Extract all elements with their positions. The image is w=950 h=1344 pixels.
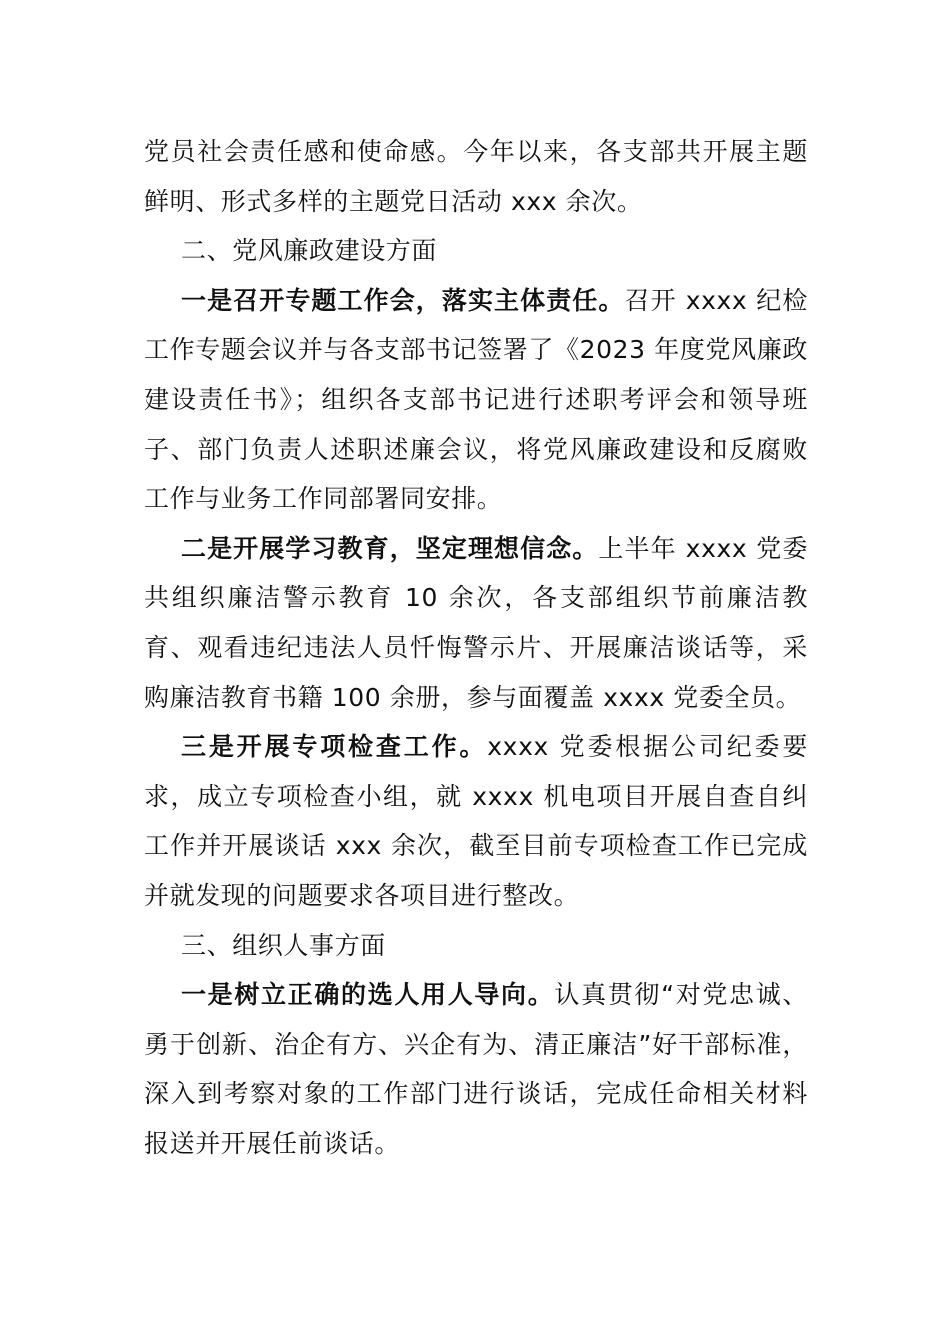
section-heading-text: 二、党风廉政建设方面 xyxy=(181,236,438,266)
paragraph-text: 召开 xxxx 纪检工作专题会议并与各支部书记签署了《2023 年度党风廉政建设责任书》；组织各支部书记进行述职考评会和领导班子、部门负责人述职述廉会议，将党风廉政建设和反腐败工作与业务工作同部署同安排。 xyxy=(144,285,808,514)
paragraph-special-inspection xyxy=(144,722,808,920)
paragraph-text: 上半年 xxxx 党委共组织廉洁警示教育 10 余次，各支部组织节前廉洁教育、观看违纪违法人员忏悔警示片、开展廉洁谈话等，采购廉洁教育书籍 100 余册，参与面覆盖 xxxx 党委全员。 xyxy=(144,533,808,712)
paragraph-text: xxxx 党委根据公司纪委要求，成立专项检查小组，就 xxxx 机电项目开展自查自纠工作并开展谈话 xxx 余次，截至目前专项检查工作已完成并就发现的问题要求各项目进行整改。 xyxy=(144,732,808,910)
paragraph-lead: 一是召开专题工作会，落实主体责任。 xyxy=(181,285,625,315)
section-heading-text: 三、组织人事方面 xyxy=(181,930,386,960)
paragraph-selection-orientation xyxy=(144,970,808,1168)
paragraph-text: 认真贯彻“对党忠诚、勇于创新、治企有方、兴企有为、清正廉洁”好干部标准，深入到考察对象的工作部门进行谈话，完成任命相关材料报送并开展任前谈话。 xyxy=(144,980,809,1158)
paragraph-lead: 三是开展专项检查工作。 xyxy=(181,732,488,762)
paragraph-special-meeting xyxy=(144,276,808,524)
section-heading-personnel xyxy=(144,921,808,971)
paragraph-lead: 一是树立正确的选人用人导向。 xyxy=(181,980,555,1010)
section-heading-party-conduct xyxy=(144,226,808,276)
paragraph-intro-text: 党员社会责任感和使命感。今年以来，各支部共开展主题鲜明、形式多样的主题党日活动 xxx 余次。 xyxy=(144,137,808,216)
paragraph-intro xyxy=(144,127,808,226)
paragraph-lead: 二是开展学习教育，坚定理想信念。 xyxy=(181,533,599,563)
paragraph-study-education xyxy=(144,524,808,722)
document-body xyxy=(144,127,808,1168)
